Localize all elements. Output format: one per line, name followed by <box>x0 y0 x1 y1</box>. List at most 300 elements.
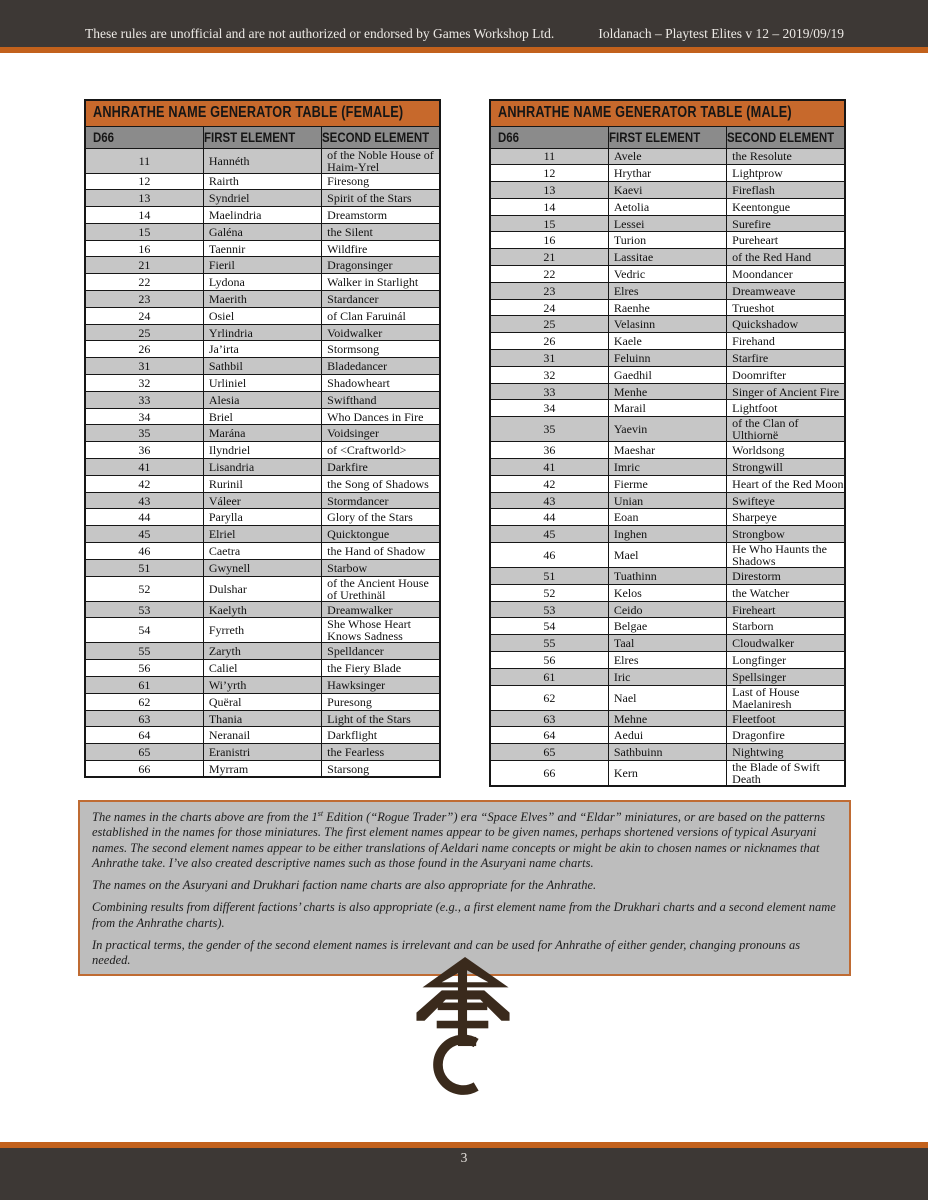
table-row <box>85 693 440 710</box>
table-row <box>490 165 845 182</box>
first-element-cell: Imric <box>608 459 726 476</box>
note-paragraph: Combining results from different factions’ charts is also appropriate (e.g., a first element name from the Drukhari charts and a second element name from the Anhrathe charts). <box>92 900 836 930</box>
first-element-cell: Iric <box>608 668 726 685</box>
d66-cell: 46 <box>490 543 608 568</box>
first-element-cell: Elres <box>608 282 726 299</box>
first-element-cell: Belgae <box>608 618 726 635</box>
anhrathe-rune-icon <box>413 956 511 1128</box>
table-row <box>490 601 845 618</box>
d66-cell: 66 <box>85 761 203 778</box>
table-row <box>490 148 845 165</box>
d66-cell: 56 <box>85 660 203 677</box>
second-element-cell: Singer of Ancient Fire <box>727 383 845 400</box>
first-element-cell: Parylla <box>203 509 321 526</box>
column-header-first-element: FIRST ELEMENT <box>203 126 321 148</box>
table-row <box>490 543 845 568</box>
column-header-second-element: SECOND ELEMENT <box>322 126 440 148</box>
table-row <box>490 618 845 635</box>
table-row <box>85 257 440 274</box>
d66-cell: 46 <box>85 543 203 560</box>
second-element-cell: of the Ancient House of Urethinäl <box>322 576 440 601</box>
table-row <box>490 333 845 350</box>
d66-cell: 61 <box>85 677 203 694</box>
table-row <box>85 543 440 560</box>
d66-cell: 44 <box>490 509 608 526</box>
first-element-cell: Fieril <box>203 257 321 274</box>
first-element-cell: Kaelyth <box>203 601 321 618</box>
d66-cell: 63 <box>85 710 203 727</box>
table-row <box>490 366 845 383</box>
table-row <box>85 307 440 324</box>
d66-cell: 13 <box>490 182 608 199</box>
second-element-cell: Walker in Starlight <box>322 274 440 291</box>
first-element-cell: Briel <box>203 408 321 425</box>
second-element-cell: the Silent <box>322 223 440 240</box>
table-row <box>85 324 440 341</box>
first-element-cell: Gaedhil <box>608 366 726 383</box>
first-element-cell: Menhe <box>608 383 726 400</box>
d66-cell: 56 <box>490 652 608 669</box>
d66-cell: 26 <box>85 341 203 358</box>
table-row <box>85 761 440 778</box>
first-element-cell: Maelindria <box>203 207 321 224</box>
bottom-footer-bar <box>0 1148 928 1200</box>
column-header-first-element: FIRST ELEMENT <box>608 126 726 148</box>
document-version-text: Ioldanach – Playtest Elites v 12 – 2019/09/19 <box>598 26 844 41</box>
table-row <box>490 668 845 685</box>
second-element-cell: Glory of the Stars <box>322 509 440 526</box>
table-row <box>490 459 845 476</box>
d66-cell: 51 <box>85 559 203 576</box>
d66-cell: 62 <box>85 693 203 710</box>
table-row <box>490 744 845 761</box>
second-element-cell: the Hand of Shadow <box>322 543 440 560</box>
second-element-cell: the Fearless <box>322 744 440 761</box>
table-row <box>490 685 845 710</box>
first-element-cell: Hrythar <box>608 165 726 182</box>
first-element-cell: Caetra <box>203 543 321 560</box>
second-element-cell: Starsong <box>322 761 440 778</box>
table-row <box>490 727 845 744</box>
d66-cell: 52 <box>490 584 608 601</box>
second-element-cell: Spellsinger <box>727 668 845 685</box>
first-element-cell: Urliniel <box>203 375 321 392</box>
first-element-cell: Rurinil <box>203 475 321 492</box>
first-element-cell: Avele <box>608 148 726 165</box>
first-element-cell: Thania <box>203 710 321 727</box>
d66-cell: 65 <box>85 744 203 761</box>
table-row <box>490 232 845 249</box>
second-element-cell: Strongwill <box>727 459 845 476</box>
table-row <box>490 182 845 199</box>
table-row <box>85 526 440 543</box>
d66-cell: 61 <box>490 668 608 685</box>
table-row <box>490 198 845 215</box>
d66-cell: 42 <box>490 475 608 492</box>
second-element-cell: the Watcher <box>727 584 845 601</box>
first-element-cell: Osiel <box>203 307 321 324</box>
d66-cell: 65 <box>490 744 608 761</box>
table-row <box>85 223 440 240</box>
first-element-cell: Vedric <box>608 266 726 283</box>
first-element-cell: Maeshar <box>608 442 726 459</box>
first-element-cell: Syndriel <box>203 190 321 207</box>
first-element-cell: Mael <box>608 543 726 568</box>
d66-cell: 34 <box>85 408 203 425</box>
first-element-cell: Eranistri <box>203 744 321 761</box>
table-row <box>490 475 845 492</box>
table-row <box>490 568 845 585</box>
d66-cell: 11 <box>490 148 608 165</box>
first-element-cell: Fierme <box>608 475 726 492</box>
second-element-cell: Dreamwalker <box>322 601 440 618</box>
d66-cell: 31 <box>85 358 203 375</box>
first-element-cell: Kaevi <box>608 182 726 199</box>
table-row <box>85 190 440 207</box>
d66-cell: 63 <box>490 710 608 727</box>
d66-cell: 24 <box>490 299 608 316</box>
table-row <box>85 618 440 643</box>
column-header-d66: D66 <box>490 126 608 148</box>
second-element-cell: Dragonfire <box>727 727 845 744</box>
first-element-cell: Dulshar <box>203 576 321 601</box>
table-row <box>85 375 440 392</box>
first-element-cell: Taal <box>608 635 726 652</box>
second-element-cell: Spelldancer <box>322 643 440 660</box>
second-element-cell: Hawksinger <box>322 677 440 694</box>
d66-cell: 43 <box>490 492 608 509</box>
second-element-cell: Longfinger <box>727 652 845 669</box>
second-element-cell: Spirit of the Stars <box>322 190 440 207</box>
second-element-cell: Strongbow <box>727 526 845 543</box>
second-element-cell: Voidwalker <box>322 324 440 341</box>
first-element-cell: Gwynell <box>203 559 321 576</box>
d66-cell: 41 <box>490 459 608 476</box>
table-title: ANHRATHE NAME GENERATOR TABLE (FEMALE) <box>85 100 440 126</box>
second-element-cell: She Whose Heart Knows Sadness <box>322 618 440 643</box>
table-row <box>490 316 845 333</box>
d66-cell: 22 <box>490 266 608 283</box>
table-row <box>85 492 440 509</box>
note-paragraph: In practical terms, the gender of the second element names is irrelevant and can be used for Anhrathe of either gender, changing pronouns as needed. <box>92 937 801 968</box>
d66-cell: 53 <box>490 601 608 618</box>
first-element-cell: Elres <box>608 652 726 669</box>
table-row <box>490 299 845 316</box>
second-element-cell: Fleetfoot <box>727 710 845 727</box>
first-element-cell: Aedui <box>608 727 726 744</box>
second-element-cell: of <Craftworld> <box>322 442 440 459</box>
table-row <box>490 417 845 442</box>
d66-cell: 13 <box>85 190 203 207</box>
table-row <box>490 509 845 526</box>
first-element-cell: Zaryth <box>203 643 321 660</box>
second-element-cell: of the Clan of Ulthiornë <box>727 417 845 442</box>
d66-cell: 45 <box>490 526 608 543</box>
d66-cell: 55 <box>490 635 608 652</box>
first-element-cell: Nael <box>608 685 726 710</box>
second-element-cell: Keentongue <box>727 198 845 215</box>
d66-cell: 36 <box>490 442 608 459</box>
d66-cell: 24 <box>85 307 203 324</box>
second-element-cell: Dragonsinger <box>322 257 440 274</box>
second-element-cell: Firehand <box>727 333 845 350</box>
table-row <box>85 207 440 224</box>
table-row <box>490 492 845 509</box>
first-element-cell: Elriel <box>203 526 321 543</box>
note-paragraph: The names in the charts above are from the 1st Edition (“Rogue Trader”) era “Space Elves” and “Eldar” miniatures, or are based on the patterns established in the names for those miniatures. The first element names appear to be given names, perhaps shortened versions of typical Asuryani names. The second element names appear to be either translations of Aeldari name concepts or might be akin to chosen names or nicknames that Anhrathe take. I’ve also created descriptive names such as those found in the Asuryani name charts. <box>92 809 825 870</box>
d66-cell: 35 <box>490 417 608 442</box>
table-row <box>490 282 845 299</box>
second-element-cell: Direstorm <box>727 568 845 585</box>
d66-cell: 32 <box>85 375 203 392</box>
second-element-cell: of the Noble House of Haim-Yrel <box>322 148 440 173</box>
first-element-cell: Galéna <box>203 223 321 240</box>
first-element-cell: Raenhe <box>608 299 726 316</box>
first-element-cell: Taennir <box>203 240 321 257</box>
disclaimer-text: These rules are unofficial and are not authorized or endorsed by Games Workshop Ltd. <box>85 26 555 41</box>
table-row <box>490 584 845 601</box>
top-disclaimer-bar <box>0 0 928 53</box>
second-element-cell: Sharpeye <box>727 509 845 526</box>
second-element-cell: Puresong <box>322 693 440 710</box>
second-element-cell: Stardancer <box>322 291 440 308</box>
table-row <box>85 274 440 291</box>
d66-cell: 36 <box>85 442 203 459</box>
d66-cell: 53 <box>85 601 203 618</box>
column-header-d66: D66 <box>85 126 203 148</box>
first-element-cell: Rairth <box>203 173 321 190</box>
table-row <box>85 459 440 476</box>
second-element-cell: the Resolute <box>727 148 845 165</box>
table-row <box>85 425 440 442</box>
second-element-cell: Starbow <box>322 559 440 576</box>
d66-cell: 64 <box>490 727 608 744</box>
second-element-cell: Voidsinger <box>322 425 440 442</box>
second-element-cell: Lightfoot <box>727 400 845 417</box>
second-element-cell: the Blade of Swift Death <box>727 761 845 787</box>
d66-cell: 14 <box>490 198 608 215</box>
first-element-cell: Velasinn <box>608 316 726 333</box>
table-row <box>85 710 440 727</box>
table-row <box>85 601 440 618</box>
second-element-cell: Fireflash <box>727 182 845 199</box>
second-element-cell: Stormsong <box>322 341 440 358</box>
second-element-cell: Stormdancer <box>322 492 440 509</box>
table-row <box>85 291 440 308</box>
d66-cell: 21 <box>85 257 203 274</box>
second-element-cell: Dreamstorm <box>322 207 440 224</box>
table-title-row <box>85 100 440 126</box>
d66-cell: 22 <box>85 274 203 291</box>
d66-cell: 23 <box>490 282 608 299</box>
column-header-second-element: SECOND ELEMENT <box>727 126 845 148</box>
table-row <box>85 148 440 173</box>
table-row <box>85 744 440 761</box>
second-element-cell: Last of House Maelaniresh <box>727 685 845 710</box>
female-name-generator-table <box>84 99 441 778</box>
d66-cell: 41 <box>85 459 203 476</box>
table-row <box>85 660 440 677</box>
d66-cell: 33 <box>490 383 608 400</box>
first-element-cell: Aetolia <box>608 198 726 215</box>
second-element-cell: Wildfire <box>322 240 440 257</box>
second-element-cell: Worldsong <box>727 442 845 459</box>
d66-cell: 12 <box>85 173 203 190</box>
second-element-cell: Surefire <box>727 215 845 232</box>
table-row <box>490 635 845 652</box>
d66-cell: 23 <box>85 291 203 308</box>
table-row <box>85 358 440 375</box>
table-row <box>490 442 845 459</box>
second-element-cell: Starborn <box>727 618 845 635</box>
d66-cell: 54 <box>85 618 203 643</box>
d66-cell: 14 <box>85 207 203 224</box>
designer-note-box <box>78 800 851 976</box>
second-element-cell: Darkfire <box>322 459 440 476</box>
d66-cell: 54 <box>490 618 608 635</box>
table-row <box>85 391 440 408</box>
table-row <box>85 576 440 601</box>
table-row <box>490 215 845 232</box>
d66-cell: 16 <box>85 240 203 257</box>
table-row <box>85 341 440 358</box>
table-row <box>490 266 845 283</box>
first-element-cell: Lydona <box>203 274 321 291</box>
table-row <box>490 249 845 266</box>
d66-cell: 44 <box>85 509 203 526</box>
first-element-cell: Tuathinn <box>608 568 726 585</box>
table-row <box>85 677 440 694</box>
first-element-cell: Lisandria <box>203 459 321 476</box>
male-name-generator-table <box>489 99 846 787</box>
first-element-cell: Alesia <box>203 391 321 408</box>
table-title: ANHRATHE NAME GENERATOR TABLE (MALE) <box>490 100 845 126</box>
d66-cell: 42 <box>85 475 203 492</box>
table-row <box>490 652 845 669</box>
table-row <box>85 240 440 257</box>
d66-cell: 25 <box>85 324 203 341</box>
first-element-cell: Caliel <box>203 660 321 677</box>
first-element-cell: Kelos <box>608 584 726 601</box>
table-row <box>85 173 440 190</box>
second-element-cell: Swifteye <box>727 492 845 509</box>
second-element-cell: Dreamweave <box>727 282 845 299</box>
d66-cell: 21 <box>490 249 608 266</box>
d66-cell: 66 <box>490 761 608 787</box>
d66-cell: 55 <box>85 643 203 660</box>
second-element-cell: Lightprow <box>727 165 845 182</box>
first-element-cell: Lessei <box>608 215 726 232</box>
first-element-cell: Kern <box>608 761 726 787</box>
second-element-cell: He Who Haunts the Shadows <box>727 543 845 568</box>
second-element-cell: Quicktongue <box>322 526 440 543</box>
d66-cell: 51 <box>490 568 608 585</box>
second-element-cell: of Clan Faruinál <box>322 307 440 324</box>
d66-cell: 25 <box>490 316 608 333</box>
first-element-cell: Mehne <box>608 710 726 727</box>
d66-cell: 35 <box>85 425 203 442</box>
first-element-cell: Turion <box>608 232 726 249</box>
table-row <box>85 509 440 526</box>
d66-cell: 15 <box>85 223 203 240</box>
first-element-cell: Quëral <box>203 693 321 710</box>
first-element-cell: Marail <box>608 400 726 417</box>
d66-cell: 64 <box>85 727 203 744</box>
d66-cell: 31 <box>490 350 608 367</box>
second-element-cell: Swifthand <box>322 391 440 408</box>
second-element-cell: Darkflight <box>322 727 440 744</box>
table-row <box>490 710 845 727</box>
table-title-row <box>490 100 845 126</box>
second-element-cell: Firesong <box>322 173 440 190</box>
first-element-cell: Sathbil <box>203 358 321 375</box>
note-paragraph: The names on the Asuryani and Drukhari faction name charts are also appropriate for the Anhrathe. <box>92 878 597 893</box>
table-row <box>490 350 845 367</box>
d66-cell: 34 <box>490 400 608 417</box>
table-row <box>85 643 440 660</box>
second-element-cell: Light of the Stars <box>322 710 440 727</box>
first-element-cell: Neranail <box>203 727 321 744</box>
second-element-cell: Cloudwalker <box>727 635 845 652</box>
first-element-cell: Ja’irta <box>203 341 321 358</box>
first-element-cell: Inghen <box>608 526 726 543</box>
d66-cell: 45 <box>85 526 203 543</box>
first-element-cell: Myrram <box>203 761 321 778</box>
first-element-cell: Yrlindria <box>203 324 321 341</box>
first-element-cell: Ilyndriel <box>203 442 321 459</box>
d66-cell: 12 <box>490 165 608 182</box>
second-element-cell: Who Dances in Fire <box>322 408 440 425</box>
table-row <box>85 475 440 492</box>
second-element-cell: Shadowheart <box>322 375 440 392</box>
second-element-cell: Trueshot <box>727 299 845 316</box>
second-element-cell: the Song of Shadows <box>322 475 440 492</box>
second-element-cell: Pureheart <box>727 232 845 249</box>
second-element-cell: Fireheart <box>727 601 845 618</box>
first-element-cell: Unian <box>608 492 726 509</box>
table-row <box>85 442 440 459</box>
second-element-cell: Starfire <box>727 350 845 367</box>
first-element-cell: Váleer <box>203 492 321 509</box>
table-row <box>85 727 440 744</box>
second-element-cell: Heart of the Red Moon <box>727 475 845 492</box>
first-element-cell: Marána <box>203 425 321 442</box>
d66-cell: 33 <box>85 391 203 408</box>
second-element-cell: Nightwing <box>727 744 845 761</box>
d66-cell: 15 <box>490 215 608 232</box>
d66-cell: 62 <box>490 685 608 710</box>
d66-cell: 26 <box>490 333 608 350</box>
second-element-cell: Bladedancer <box>322 358 440 375</box>
first-element-cell: Ceido <box>608 601 726 618</box>
table-column-header-row <box>85 126 440 148</box>
first-element-cell: Yaevin <box>608 417 726 442</box>
first-element-cell: Hannéth <box>203 148 321 173</box>
page-number: 3 <box>460 1150 468 1165</box>
table-row <box>85 559 440 576</box>
table-row <box>490 383 845 400</box>
second-element-cell: Moondancer <box>727 266 845 283</box>
first-element-cell: Kaele <box>608 333 726 350</box>
table-row <box>490 761 845 787</box>
first-element-cell: Lassitae <box>608 249 726 266</box>
first-element-cell: Eoan <box>608 509 726 526</box>
d66-cell: 52 <box>85 576 203 601</box>
first-element-cell: Maerith <box>203 291 321 308</box>
first-element-cell: Sathbuinn <box>608 744 726 761</box>
table-row <box>85 408 440 425</box>
first-element-cell: Wi’yrth <box>203 677 321 694</box>
